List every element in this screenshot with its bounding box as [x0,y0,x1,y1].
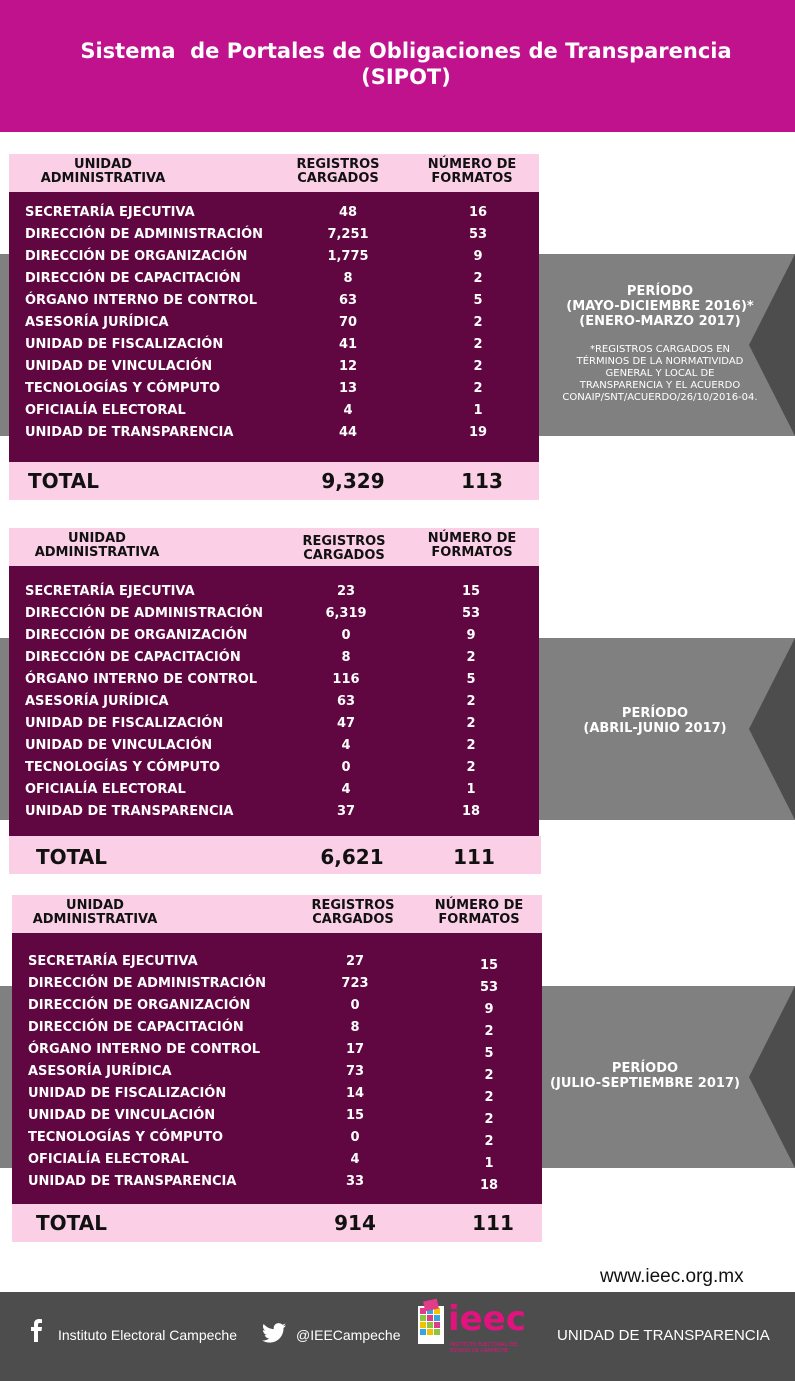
registros-value: 14 [345,1086,365,1101]
unidad-name: UNIDAD DE TRANSPARENCIA [25,804,234,819]
formatos-value: 18 [479,1178,499,1193]
formatos-value: 2 [484,1024,494,1039]
column-header-registros: REGISTROS CARGADOS [302,534,386,563]
total-label: TOTAL [28,469,99,493]
ieec-logo [418,1296,532,1356]
formatos-value: 2 [484,1090,494,1105]
formatos-value: 2 [473,359,483,374]
period-note: *REGISTROS CARGADOS EN TÉRMINOS DE LA NORMATIVIDAD GENERAL Y LOCAL DE TRANSPARENCIA Y EL ACUERDO CONAIP/SNT/ACUERDO/26/10/2016-04. [562,344,758,403]
unidad-name: DIRECCIÓN DE ORGANIZACIÓN [25,628,248,643]
formatos-value: 2 [473,315,483,330]
table-row [9,625,539,647]
table-row [12,1171,542,1193]
registros-value: 0 [341,760,351,775]
table-row [12,1039,542,1061]
column-header-unidad: UNIDAD ADMINISTRATIVA [32,898,158,927]
formatos-value: 1 [473,403,483,418]
table-row [9,603,539,625]
twitter-label[interactable]: @IEECampeche [296,1327,401,1343]
table-row [9,691,539,713]
registros-value: 7,251 [327,227,369,242]
page-header [0,0,795,132]
formatos-value: 53 [461,606,481,621]
registros-value: 15 [345,1108,365,1123]
table-body [12,933,542,1204]
formatos-value: 2 [466,694,476,709]
table-row [9,581,539,603]
formatos-value: 1 [484,1156,494,1171]
period-label-1: PERÍODO (MAYO-DICIEMBRE 2016)* (ENERO-MARZO 2017) [566,284,754,329]
registros-value: 0 [350,998,360,1013]
column-header-formatos: NÚMERO DE FORMATOS [427,157,517,186]
unidad-name: DIRECCIÓN DE ADMINISTRACIÓN [28,976,267,991]
table-row [9,735,539,757]
registros-value: 41 [338,337,358,352]
table-row [9,779,539,801]
formatos-value: 5 [484,1046,494,1061]
registros-value: 4 [341,738,351,753]
table-row [9,647,539,669]
period-label-2: PERÍODO (ABRIL-JUNIO 2017) [583,706,727,736]
formatos-value: 2 [466,716,476,731]
logo-wordmark: ieec [448,1299,526,1339]
unidad-name: DIRECCIÓN DE ADMINISTRACIÓN [25,227,264,242]
table-row [9,422,539,444]
unidad-name: UNIDAD DE VINCULACIÓN [25,359,213,374]
registros-value: 13 [338,381,358,396]
unidad-name: UNIDAD DE TRANSPARENCIA [28,1174,237,1189]
website-link[interactable]: www.ieec.org.mx [600,1266,744,1287]
table-row [9,224,539,246]
facebook-label[interactable]: Instituto Electoral Campeche [58,1327,237,1343]
formatos-value: 2 [473,337,483,352]
page-footer [0,1292,795,1381]
registros-value: 12 [338,359,358,374]
formatos-value: 5 [466,672,476,687]
registros-value: 8 [341,650,351,665]
registros-value: 37 [336,804,356,819]
table-row [9,713,539,735]
formatos-value: 2 [473,381,483,396]
formatos-value: 2 [484,1134,494,1149]
table-total-row [12,1204,542,1242]
unidad-name: DIRECCIÓN DE ORGANIZACIÓN [25,249,248,264]
unidad-name: ASESORÍA JURÍDICA [25,694,169,709]
table-body [9,566,539,836]
table-row [12,995,542,1017]
table-total-row [9,836,541,874]
unidad-name: DIRECCIÓN DE ORGANIZACIÓN [28,998,251,1013]
registros-value: 0 [350,1130,360,1145]
registros-value: 6,319 [325,606,367,621]
total-registros: 9,329 [321,469,385,493]
table-header [12,895,542,933]
registros-table-1 [9,154,539,500]
registros-value: 23 [336,584,356,599]
total-label: TOTAL [36,1211,107,1235]
table-header [9,528,539,566]
table-row [9,669,539,691]
registros-value: 33 [345,1174,365,1189]
registros-value: 47 [336,716,356,731]
table-row [9,400,539,422]
formatos-value: 16 [468,205,488,220]
formatos-value: 2 [466,760,476,775]
unidad-name: ÓRGANO INTERNO DE CONTROL [25,672,258,687]
formatos-value: 2 [473,271,483,286]
column-header-unidad: UNIDAD ADMINISTRATIVA [40,157,166,186]
unit-label: UNIDAD DE TRANSPARENCIA [557,1327,770,1344]
table-row [12,1017,542,1039]
unidad-name: ÓRGANO INTERNO DE CONTROL [25,293,258,308]
logo-subtext: INSTITUTO ELECTORAL DEL ESTADO DE CAMPECHE [450,1342,519,1354]
table-row [12,1105,542,1127]
formatos-value: 9 [466,628,476,643]
unidad-name: ASESORÍA JURÍDICA [25,315,169,330]
total-formatos: 111 [453,845,495,869]
formatos-value: 18 [461,804,481,819]
registros-value: 27 [345,954,365,969]
column-header-formatos: NÚMERO DE FORMATOS [434,898,524,927]
registros-value: 63 [338,293,358,308]
formatos-value: 53 [468,227,488,242]
total-formatos: 113 [461,469,503,493]
table-row [9,356,539,378]
table-row [9,378,539,400]
unidad-name: DIRECCIÓN DE CAPACITACIÓN [25,271,241,286]
total-registros: 914 [334,1211,376,1235]
registros-value: 63 [336,694,356,709]
column-header-formatos: NÚMERO DE FORMATOS [427,531,517,560]
formatos-value: 2 [466,738,476,753]
registros-value: 8 [350,1020,360,1035]
column-header-registros: REGISTROS CARGADOS [311,898,395,927]
unidad-name: UNIDAD DE FISCALIZACIÓN [25,716,224,731]
table-row [9,268,539,290]
table-body [9,192,539,462]
period-label-3: PERÍODO (JULIO-SEPTIEMBRE 2017) [550,1061,740,1091]
unidad-name: ASESORÍA JURÍDICA [28,1064,172,1079]
unidad-name: DIRECCIÓN DE ADMINISTRACIÓN [25,606,264,621]
unidad-name: SECRETARÍA EJECUTIVA [25,205,195,220]
registros-value: 17 [345,1042,365,1057]
registros-value: 73 [345,1064,365,1079]
formatos-value: 2 [466,650,476,665]
total-formatos: 111 [472,1211,514,1235]
unidad-name: UNIDAD DE FISCALIZACIÓN [25,337,224,352]
formatos-value: 2 [484,1112,494,1127]
page-title [0,38,795,90]
registros-value: 4 [350,1152,360,1167]
unidad-name: OFICIALÍA ELECTORAL [28,1152,189,1167]
unidad-name: UNIDAD DE VINCULACIÓN [25,738,213,753]
table-row [12,1083,542,1105]
unidad-name: TECNOLOGÍAS Y CÓMPUTO [28,1130,224,1145]
unidad-name: ÓRGANO INTERNO DE CONTROL [28,1042,261,1057]
table-row [12,1149,542,1171]
unidad-name: UNIDAD DE VINCULACIÓN [28,1108,216,1123]
registros-table-2 [9,528,541,874]
table-row [9,757,539,779]
unidad-name: UNIDAD DE FISCALIZACIÓN [28,1086,227,1101]
registros-value: 70 [338,315,358,330]
registros-value: 8 [343,271,353,286]
unidad-name: UNIDAD DE TRANSPARENCIA [25,425,234,440]
title-line-2: (SIPOT) [361,65,451,89]
registros-value: 48 [338,205,358,220]
unidad-name: OFICIALÍA ELECTORAL [25,782,186,797]
total-label: TOTAL [36,845,107,869]
unidad-name: OFICIALÍA ELECTORAL [25,403,186,418]
table-row [12,1127,542,1149]
unidad-name: DIRECCIÓN DE CAPACITACIÓN [25,650,241,665]
formatos-value: 53 [479,980,499,995]
table-row [9,312,539,334]
table-row [9,290,539,312]
registros-value: 1,775 [327,249,369,264]
registros-value: 116 [332,672,360,687]
unidad-name: SECRETARÍA EJECUTIVA [28,954,198,969]
registros-value: 0 [341,628,351,643]
total-registros: 6,621 [320,845,384,869]
twitter-icon[interactable] [262,1323,286,1348]
formatos-value: 15 [479,958,499,973]
formatos-value: 19 [468,425,488,440]
facebook-icon[interactable] [26,1318,46,1347]
table-row [9,334,539,356]
formatos-value: 9 [473,249,483,264]
unidad-name: TECNOLOGÍAS Y CÓMPUTO [25,381,221,396]
table-row [9,202,539,224]
table-row [9,801,539,823]
table-row [12,973,542,995]
table-row [12,1061,542,1083]
registros-value: 44 [338,425,358,440]
unidad-name: TECNOLOGÍAS Y CÓMPUTO [25,760,221,775]
title-line-1: Sistema de Portales de Obligaciones de Transparencia [80,39,732,63]
formatos-value: 1 [466,782,476,797]
column-header-registros: REGISTROS CARGADOS [296,157,380,186]
formatos-value: 15 [461,584,481,599]
unidad-name: SECRETARÍA EJECUTIVA [25,584,195,599]
registros-value: 4 [341,782,351,797]
registros-value: 4 [343,403,353,418]
table-total-row [9,462,539,500]
column-header-unidad: UNIDAD ADMINISTRATIVA [34,531,160,560]
registros-value: 723 [341,976,369,991]
formatos-value: 5 [473,293,483,308]
table-row [9,246,539,268]
table-header [9,154,539,192]
formatos-value: 2 [484,1068,494,1083]
formatos-value: 9 [484,1002,494,1017]
unidad-name: DIRECCIÓN DE CAPACITACIÓN [28,1020,244,1035]
table-row [12,951,542,973]
registros-table-3 [12,895,542,1242]
